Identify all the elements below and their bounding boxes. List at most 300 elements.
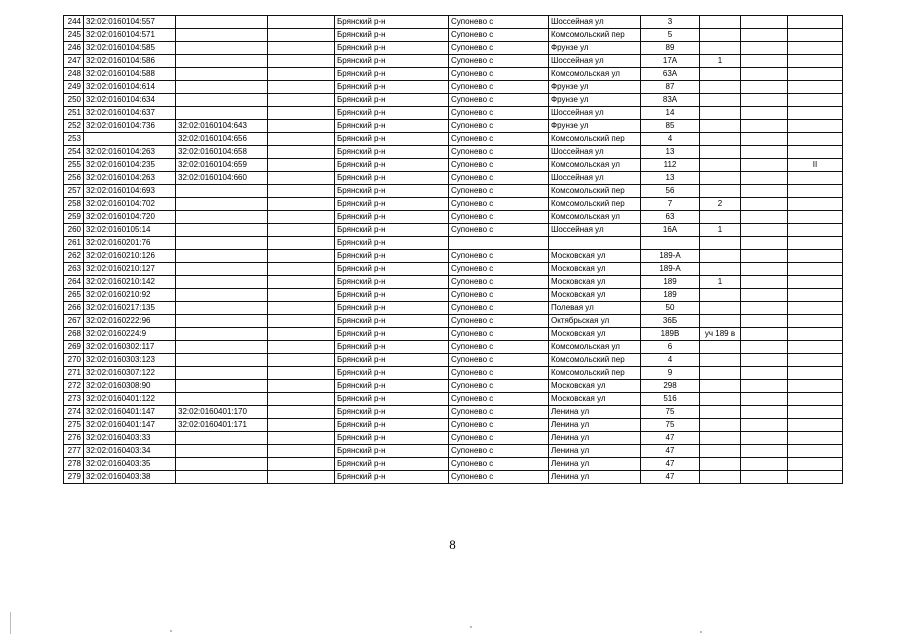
mark-cell [788, 29, 843, 42]
street-cell: Шоссейная ул [549, 146, 641, 159]
extra-number-cell [700, 81, 741, 94]
house-number-cell: 56 [641, 185, 700, 198]
table-row [64, 289, 843, 302]
district-cell: Брянский р-н [335, 211, 449, 224]
street-cell: Московская ул [549, 289, 641, 302]
blank-column-2-cell [741, 471, 788, 484]
locality-cell: Супонево с [449, 445, 549, 458]
parent-cadastral-number-cell [176, 81, 268, 94]
mark-cell [788, 445, 843, 458]
district-cell: Брянский р-н [335, 328, 449, 341]
row-number-cell: 279 [64, 471, 84, 484]
table-row [64, 120, 843, 133]
district-cell: Брянский р-н [335, 432, 449, 445]
mark-cell [788, 406, 843, 419]
blank-column-2-cell [741, 380, 788, 393]
parent-cadastral-number-cell [176, 328, 268, 341]
district-cell: Брянский р-н [335, 133, 449, 146]
blank-column-2-cell [741, 419, 788, 432]
parent-cadastral-number-cell [176, 458, 268, 471]
row-number-cell: 247 [64, 55, 84, 68]
extra-number-cell [700, 68, 741, 81]
blank-column-cell [268, 237, 335, 250]
street-cell [549, 237, 641, 250]
blank-column-2-cell [741, 55, 788, 68]
extra-number-cell [700, 302, 741, 315]
table-row [64, 133, 843, 146]
blank-column-cell [268, 419, 335, 432]
table-row [64, 81, 843, 94]
parent-cadastral-number-cell [176, 237, 268, 250]
house-number-cell: 75 [641, 419, 700, 432]
street-cell: Октябрьская ул [549, 315, 641, 328]
district-cell: Брянский р-н [335, 159, 449, 172]
blank-column-cell [268, 16, 335, 29]
blank-column-cell [268, 380, 335, 393]
blank-column-cell [268, 432, 335, 445]
extra-number-cell [700, 445, 741, 458]
extra-number-cell: уч 189 в [700, 328, 741, 341]
parent-cadastral-number-cell [176, 68, 268, 81]
parent-cadastral-number-cell [176, 380, 268, 393]
locality-cell: Супонево с [449, 185, 549, 198]
table-row [64, 445, 843, 458]
blank-column-cell [268, 29, 335, 42]
blank-column-2-cell [741, 367, 788, 380]
house-number-cell: 36Б [641, 315, 700, 328]
parent-cadastral-number-cell [176, 198, 268, 211]
parent-cadastral-number-cell: 32:02:0160104:656 [176, 133, 268, 146]
row-number-cell: 271 [64, 367, 84, 380]
cadastral-number-cell: 32:02:0160303:123 [84, 354, 176, 367]
mark-cell [788, 81, 843, 94]
table-row [64, 354, 843, 367]
house-number-cell: 189-А [641, 263, 700, 276]
blank-column-2-cell [741, 224, 788, 237]
parent-cadastral-number-cell [176, 16, 268, 29]
house-number-cell: 85 [641, 120, 700, 133]
parent-cadastral-number-cell [176, 224, 268, 237]
street-cell: Ленина ул [549, 419, 641, 432]
parent-cadastral-number-cell [176, 432, 268, 445]
street-cell: Комсомольская ул [549, 159, 641, 172]
cadastral-number-cell: 32:02:0160307:122 [84, 367, 176, 380]
cadastral-number-cell: 32:02:0160210:126 [84, 250, 176, 263]
blank-column-cell [268, 159, 335, 172]
row-number-cell: 270 [64, 354, 84, 367]
parent-cadastral-number-cell [176, 471, 268, 484]
house-number-cell: 189-А [641, 250, 700, 263]
extra-number-cell [700, 29, 741, 42]
row-number-cell: 251 [64, 107, 84, 120]
parent-cadastral-number-cell [176, 250, 268, 263]
locality-cell: Супонево с [449, 367, 549, 380]
street-cell: Ленина ул [549, 445, 641, 458]
street-cell: Ленина ул [549, 406, 641, 419]
locality-cell: Супонево с [449, 341, 549, 354]
extra-number-cell [700, 237, 741, 250]
district-cell: Брянский р-н [335, 55, 449, 68]
blank-column-2-cell [741, 289, 788, 302]
house-number-cell: 17А [641, 55, 700, 68]
mark-cell [788, 42, 843, 55]
blank-column-2-cell [741, 341, 788, 354]
cadastral-number-cell: 32:02:0160104:263 [84, 172, 176, 185]
house-number-cell: 5 [641, 29, 700, 42]
row-number-cell: 272 [64, 380, 84, 393]
street-cell: Ленина ул [549, 471, 641, 484]
cadastral-number-cell: 32:02:0160104:557 [84, 16, 176, 29]
extra-number-cell: 2 [700, 198, 741, 211]
locality-cell: Супонево с [449, 263, 549, 276]
mark-cell [788, 250, 843, 263]
mark-cell [788, 328, 843, 341]
cadastral-number-cell: 32:02:0160104:588 [84, 68, 176, 81]
mark-cell [788, 315, 843, 328]
district-cell: Брянский р-н [335, 29, 449, 42]
street-cell: Московская ул [549, 393, 641, 406]
cadastral-number-cell: 32:02:0160210:92 [84, 289, 176, 302]
cadastral-number-cell: 32:02:0160403:34 [84, 445, 176, 458]
cadastral-number-cell: 32:02:0160104:720 [84, 211, 176, 224]
blank-column-2-cell [741, 120, 788, 133]
blank-column-2-cell [741, 250, 788, 263]
extra-number-cell [700, 406, 741, 419]
blank-column-2-cell [741, 159, 788, 172]
locality-cell: Супонево с [449, 55, 549, 68]
blank-column-cell [268, 68, 335, 81]
parent-cadastral-number-cell [176, 354, 268, 367]
house-number-cell: 87 [641, 81, 700, 94]
cadastral-number-cell: 32:02:0160403:35 [84, 458, 176, 471]
row-number-cell: 278 [64, 458, 84, 471]
blank-column-cell [268, 406, 335, 419]
mark-cell [788, 380, 843, 393]
locality-cell: Супонево с [449, 471, 549, 484]
parent-cadastral-number-cell: 32:02:0160104:660 [176, 172, 268, 185]
parent-cadastral-number-cell: 32:02:0160401:170 [176, 406, 268, 419]
cadastral-number-cell: 32:02:0160104:614 [84, 81, 176, 94]
table-row [64, 302, 843, 315]
mark-cell [788, 16, 843, 29]
blank-column-2-cell [741, 42, 788, 55]
row-number-cell: 261 [64, 237, 84, 250]
table-row [64, 146, 843, 159]
blank-column-cell [268, 302, 335, 315]
cadastral-number-cell: 32:02:0160104:693 [84, 185, 176, 198]
extra-number-cell [700, 146, 741, 159]
street-cell: Фрунзе ул [549, 42, 641, 55]
house-number-cell: 83А [641, 94, 700, 107]
row-number-cell: 276 [64, 432, 84, 445]
street-cell: Шоссейная ул [549, 16, 641, 29]
parent-cadastral-number-cell [176, 445, 268, 458]
house-number-cell: 4 [641, 133, 700, 146]
street-cell: Комсомольский пер [549, 198, 641, 211]
blank-column-2-cell [741, 315, 788, 328]
row-number-cell: 265 [64, 289, 84, 302]
district-cell: Брянский р-н [335, 380, 449, 393]
row-number-cell: 268 [64, 328, 84, 341]
mark-cell [788, 432, 843, 445]
table-row [64, 224, 843, 237]
table-row [64, 185, 843, 198]
extra-number-cell [700, 419, 741, 432]
district-cell: Брянский р-н [335, 419, 449, 432]
extra-number-cell [700, 341, 741, 354]
mark-cell [788, 120, 843, 133]
locality-cell: Супонево с [449, 289, 549, 302]
house-number-cell [641, 237, 700, 250]
blank-column-2-cell [741, 445, 788, 458]
scan-edge-mark [10, 612, 11, 634]
district-cell: Брянский р-н [335, 68, 449, 81]
table-row [64, 107, 843, 120]
table-row [64, 55, 843, 68]
district-cell: Брянский р-н [335, 367, 449, 380]
blank-column-2-cell [741, 68, 788, 81]
locality-cell: Супонево с [449, 133, 549, 146]
row-number-cell: 256 [64, 172, 84, 185]
blank-column-2-cell [741, 263, 788, 276]
extra-number-cell [700, 458, 741, 471]
mark-cell [788, 393, 843, 406]
cadastral-number-cell: 32:02:0160222:96 [84, 315, 176, 328]
cadastral-number-cell: 32:02:0160302:117 [84, 341, 176, 354]
parent-cadastral-number-cell: 32:02:0160104:659 [176, 159, 268, 172]
table-row [64, 380, 843, 393]
blank-column-2-cell [741, 29, 788, 42]
locality-cell: Супонево с [449, 16, 549, 29]
cadastral-number-cell: 32:02:0160201:76 [84, 237, 176, 250]
district-cell: Брянский р-н [335, 107, 449, 120]
blank-column-cell [268, 172, 335, 185]
district-cell: Брянский р-н [335, 276, 449, 289]
street-cell: Шоссейная ул [549, 55, 641, 68]
street-cell: Московская ул [549, 328, 641, 341]
parent-cadastral-number-cell: 32:02:0160401:171 [176, 419, 268, 432]
house-number-cell: 89 [641, 42, 700, 55]
parent-cadastral-number-cell: 32:02:0160104:658 [176, 146, 268, 159]
blank-column-2-cell [741, 146, 788, 159]
row-number-cell: 260 [64, 224, 84, 237]
cadastral-number-cell: 32:02:0160401:147 [84, 419, 176, 432]
table-row [64, 29, 843, 42]
table-row [64, 263, 843, 276]
street-cell: Комсомольский пер [549, 133, 641, 146]
street-cell: Комсомольский пер [549, 354, 641, 367]
district-cell: Брянский р-н [335, 120, 449, 133]
mark-cell [788, 172, 843, 185]
house-number-cell: 112 [641, 159, 700, 172]
locality-cell: Супонево с [449, 146, 549, 159]
extra-number-cell [700, 107, 741, 120]
locality-cell: Супонево с [449, 276, 549, 289]
street-cell: Комсомольская ул [549, 211, 641, 224]
extra-number-cell [700, 393, 741, 406]
extra-number-cell: 1 [700, 55, 741, 68]
street-cell: Московская ул [549, 380, 641, 393]
cadastral-number-cell [84, 133, 176, 146]
house-number-cell: 6 [641, 341, 700, 354]
house-number-cell: 4 [641, 354, 700, 367]
blank-column-cell [268, 224, 335, 237]
table-row [64, 471, 843, 484]
extra-number-cell: 1 [700, 276, 741, 289]
row-number-cell: 254 [64, 146, 84, 159]
table-row [64, 159, 843, 172]
row-number-cell: 267 [64, 315, 84, 328]
parent-cadastral-number-cell [176, 263, 268, 276]
locality-cell: Супонево с [449, 393, 549, 406]
scan-dot [470, 626, 472, 628]
parent-cadastral-number-cell [176, 302, 268, 315]
cadastral-number-cell: 32:02:0160104:637 [84, 107, 176, 120]
extra-number-cell [700, 289, 741, 302]
row-number-cell: 273 [64, 393, 84, 406]
blank-column-2-cell [741, 354, 788, 367]
blank-column-cell [268, 42, 335, 55]
row-number-cell: 259 [64, 211, 84, 224]
mark-cell [788, 302, 843, 315]
parent-cadastral-number-cell [176, 367, 268, 380]
extra-number-cell [700, 94, 741, 107]
cadastral-number-cell: 32:02:0160104:235 [84, 159, 176, 172]
table-row [64, 237, 843, 250]
locality-cell [449, 237, 549, 250]
scan-dot [700, 631, 702, 633]
parent-cadastral-number-cell [176, 185, 268, 198]
locality-cell: Супонево с [449, 198, 549, 211]
blank-column-cell [268, 81, 335, 94]
parent-cadastral-number-cell [176, 276, 268, 289]
blank-column-2-cell [741, 94, 788, 107]
extra-number-cell [700, 120, 741, 133]
locality-cell: Супонево с [449, 328, 549, 341]
row-number-cell: 277 [64, 445, 84, 458]
street-cell: Фрунзе ул [549, 81, 641, 94]
district-cell: Брянский р-н [335, 185, 449, 198]
street-cell: Московская ул [549, 276, 641, 289]
blank-column-cell [268, 94, 335, 107]
table-row [64, 315, 843, 328]
blank-column-2-cell [741, 406, 788, 419]
blank-column-2-cell [741, 107, 788, 120]
blank-column-cell [268, 445, 335, 458]
locality-cell: Супонево с [449, 172, 549, 185]
house-number-cell: 16А [641, 224, 700, 237]
district-cell: Брянский р-н [335, 198, 449, 211]
table-row [64, 341, 843, 354]
extra-number-cell [700, 315, 741, 328]
locality-cell: Супонево с [449, 315, 549, 328]
table-row [64, 68, 843, 81]
blank-column-cell [268, 107, 335, 120]
blank-column-cell [268, 120, 335, 133]
blank-column-cell [268, 146, 335, 159]
blank-column-cell [268, 211, 335, 224]
extra-number-cell [700, 367, 741, 380]
extra-number-cell [700, 185, 741, 198]
blank-column-cell [268, 133, 335, 146]
house-number-cell: 63А [641, 68, 700, 81]
table-row [64, 172, 843, 185]
table-row [64, 328, 843, 341]
blank-column-2-cell [741, 276, 788, 289]
locality-cell: Супонево с [449, 120, 549, 133]
blank-column-2-cell [741, 81, 788, 94]
district-cell: Брянский р-н [335, 445, 449, 458]
row-number-cell: 264 [64, 276, 84, 289]
cadastral-number-cell: 32:02:0160217:135 [84, 302, 176, 315]
district-cell: Брянский р-н [335, 224, 449, 237]
mark-cell [788, 133, 843, 146]
blank-column-cell [268, 263, 335, 276]
street-cell: Шоссейная ул [549, 224, 641, 237]
extra-number-cell [700, 42, 741, 55]
district-cell: Брянский р-н [335, 341, 449, 354]
blank-column-2-cell [741, 16, 788, 29]
blank-column-2-cell [741, 198, 788, 211]
table-row [64, 211, 843, 224]
blank-column-cell [268, 458, 335, 471]
house-number-cell: 189В [641, 328, 700, 341]
blank-column-cell [268, 55, 335, 68]
cadastral-number-cell: 32:02:0160104:586 [84, 55, 176, 68]
row-number-cell: 262 [64, 250, 84, 263]
mark-cell [788, 146, 843, 159]
extra-number-cell [700, 354, 741, 367]
mark-cell [788, 419, 843, 432]
cadastral-number-cell: 32:02:0160403:38 [84, 471, 176, 484]
blank-column-2-cell [741, 302, 788, 315]
district-cell: Брянский р-н [335, 16, 449, 29]
mark-cell [788, 263, 843, 276]
mark-cell [788, 55, 843, 68]
row-number-cell: 253 [64, 133, 84, 146]
house-number-cell: 47 [641, 458, 700, 471]
row-number-cell: 274 [64, 406, 84, 419]
extra-number-cell [700, 250, 741, 263]
locality-cell: Супонево с [449, 29, 549, 42]
street-cell: Ленина ул [549, 432, 641, 445]
street-cell: Комсомольская ул [549, 341, 641, 354]
house-number-cell: 13 [641, 146, 700, 159]
scan-dot [170, 630, 172, 632]
house-number-cell: 7 [641, 198, 700, 211]
mark-cell [788, 354, 843, 367]
house-number-cell: 13 [641, 172, 700, 185]
cadastral-number-cell: 32:02:0160401:147 [84, 406, 176, 419]
house-number-cell: 189 [641, 289, 700, 302]
cadastral-number-cell: 32:02:0160104:263 [84, 146, 176, 159]
table-row [64, 393, 843, 406]
locality-cell: Супонево с [449, 224, 549, 237]
blank-column-cell [268, 471, 335, 484]
mark-cell [788, 224, 843, 237]
cadastral-number-cell: 32:02:0160210:127 [84, 263, 176, 276]
row-number-cell: 246 [64, 42, 84, 55]
table-row [64, 458, 843, 471]
street-cell: Комсомольская ул [549, 68, 641, 81]
table-body [64, 16, 843, 484]
district-cell: Брянский р-н [335, 42, 449, 55]
blank-column-2-cell [741, 458, 788, 471]
mark-cell [788, 68, 843, 81]
locality-cell: Супонево с [449, 380, 549, 393]
parent-cadastral-number-cell [176, 289, 268, 302]
table-row [64, 432, 843, 445]
